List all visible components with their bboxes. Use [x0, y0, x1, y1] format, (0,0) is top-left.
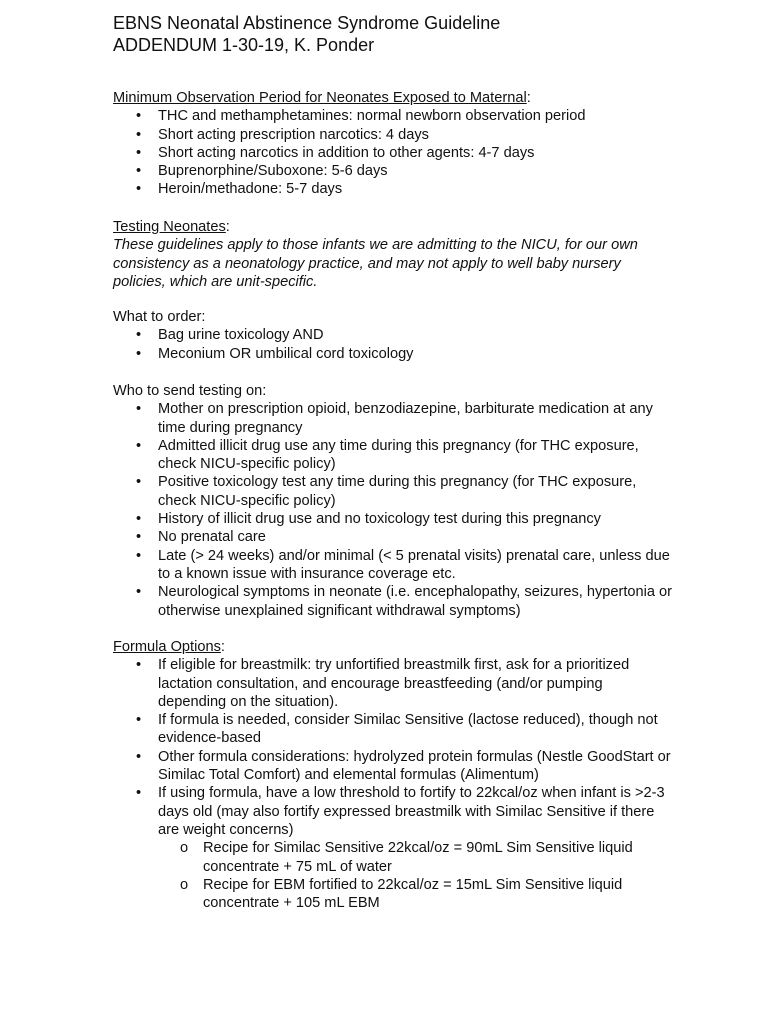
- list-item: • If formula is needed, consider Similac Sensitive (lactose reduced), though not evidence-based: [136, 712, 658, 747]
- formula-heading: Formula Options:: [113, 639, 225, 655]
- bullet-icon: •: [136, 712, 142, 729]
- observation-heading: Minimum Observation Period for Neonates Exposed to Maternal:: [113, 90, 531, 106]
- formula-section: [113, 638, 673, 912]
- list-item: • No prenatal care: [136, 529, 266, 546]
- bullet-icon: •: [136, 748, 142, 765]
- formula-list: [113, 656, 673, 912]
- order-section: [113, 308, 673, 363]
- list-item: • Other formula considerations: hydrolyzed protein formulas (Nestle GoodStart or Similac Total Comfort) and elemental formulas (Alimentum): [136, 748, 671, 784]
- list-item: • Late (> 24 weeks) and/or minimal (< 5 prenatal visits) prenatal care, unless due to a known issue with insurance coverage etc.: [136, 547, 670, 582]
- testing-note: These guidelines apply to those infants we are admitting to the NICU, for our own consistency as a neonatology practice, and may not apply to well baby nursery policies, which are unit-specific.: [113, 237, 638, 290]
- list-item: • Mother on prescription opioid, benzodiazepine, barbiturate medication at any time during pregnancy: [136, 401, 653, 436]
- bullet-icon: •: [136, 584, 142, 601]
- testing-heading: Testing Neonates:: [113, 219, 230, 235]
- bullet-icon: •: [136, 474, 142, 491]
- list-item: • History of illicit drug use and no toxicology test during this pregnancy: [136, 511, 601, 528]
- who-section: [113, 382, 673, 620]
- observation-section: [113, 89, 673, 199]
- bullet-icon: •: [136, 657, 142, 674]
- bullet-icon: •: [136, 181, 142, 198]
- bullet-icon: •: [136, 345, 142, 362]
- bullet-icon: •: [136, 785, 142, 802]
- document-title: [113, 12, 500, 56]
- observation-list: [113, 107, 673, 198]
- list-item: • THC and methamphetamines: normal newborn observation period: [136, 108, 586, 125]
- list-item: • Short acting prescription narcotics: 4 days: [136, 126, 429, 143]
- list-item: • Heroin/methadone: 5-7 days: [136, 181, 343, 198]
- bullet-icon: •: [136, 511, 142, 528]
- bullet-icon: •: [136, 163, 142, 180]
- title-line-1: EBNS Neonatal Abstinence Syndrome Guideline: [113, 13, 501, 33]
- list-item: • Meconium OR umbilical cord toxicology: [136, 345, 414, 362]
- recipe-list: [158, 839, 673, 912]
- title-line-2: ADDENDUM 1-30-19, K. Ponder: [113, 35, 375, 55]
- bullet-icon: •: [136, 547, 142, 564]
- bullet-icon: •: [136, 327, 142, 344]
- list-item: • Positive toxicology test any time during this pregnancy (for THC exposure, check NICU-specific policy): [136, 474, 637, 509]
- who-list: [113, 400, 673, 620]
- bullet-icon: •: [136, 126, 142, 143]
- who-heading: Who to send testing on:: [113, 383, 267, 399]
- circle-bullet-icon: o: [180, 840, 189, 857]
- recipe-item: o Recipe for EBM fortified to 22kcal/oz = 15mL Sim Sensitive liquid concentrate + 105 mL EBM: [180, 876, 623, 912]
- list-item: • Admitted illicit drug use any time during this pregnancy (for THC exposure, check NICU-specific policy): [136, 437, 639, 473]
- bullet-icon: •: [136, 401, 142, 418]
- bullet-icon: •: [136, 529, 142, 546]
- order-heading: What to order:: [113, 309, 206, 325]
- order-list: [113, 326, 673, 363]
- list-item: • If eligible for breastmilk: try unfortified breastmilk first, ask for a prioritized lactation consultation, and encourage breastfeeding (and/or pumping depending on the situation).: [136, 657, 630, 710]
- bullet-icon: •: [136, 437, 142, 454]
- list-item: • Neurological symptoms in neonate (i.e. encephalopathy, seizures, hypertonia or otherwise unexplained significant withdrawal symptoms): [136, 584, 673, 619]
- bullet-icon: •: [136, 144, 142, 161]
- list-item: • Short acting narcotics in addition to other agents: 4-7 days: [136, 144, 535, 161]
- list-item: • Bag urine toxicology AND: [136, 327, 324, 344]
- list-item: • Buprenorphine/Suboxone: 5-6 days: [136, 163, 388, 180]
- bullet-icon: •: [136, 108, 142, 125]
- recipe-item: o Recipe for Similac Sensitive 22kcal/oz = 90mL Sim Sensitive liquid concentrate + 75 mL of water: [180, 840, 633, 875]
- circle-bullet-icon: o: [180, 876, 189, 893]
- testing-section: [113, 218, 673, 291]
- list-item: • If using formula, have a low threshold to fortify to 22kcal/oz when infant is >2-3 days old (may also fortify expressed breastmilk with Similac Sensitive if there are weight concerns) o Recipe for Similac Sensitive 22kcal/oz = 90mL Sim Sensitive liquid concentrate + 75 mL of water o Recipe for EBM fortified to 22kcal/oz = 15mL Sim Sensitive liquid concentrate + 105 mL EBM: [113, 784, 673, 912]
